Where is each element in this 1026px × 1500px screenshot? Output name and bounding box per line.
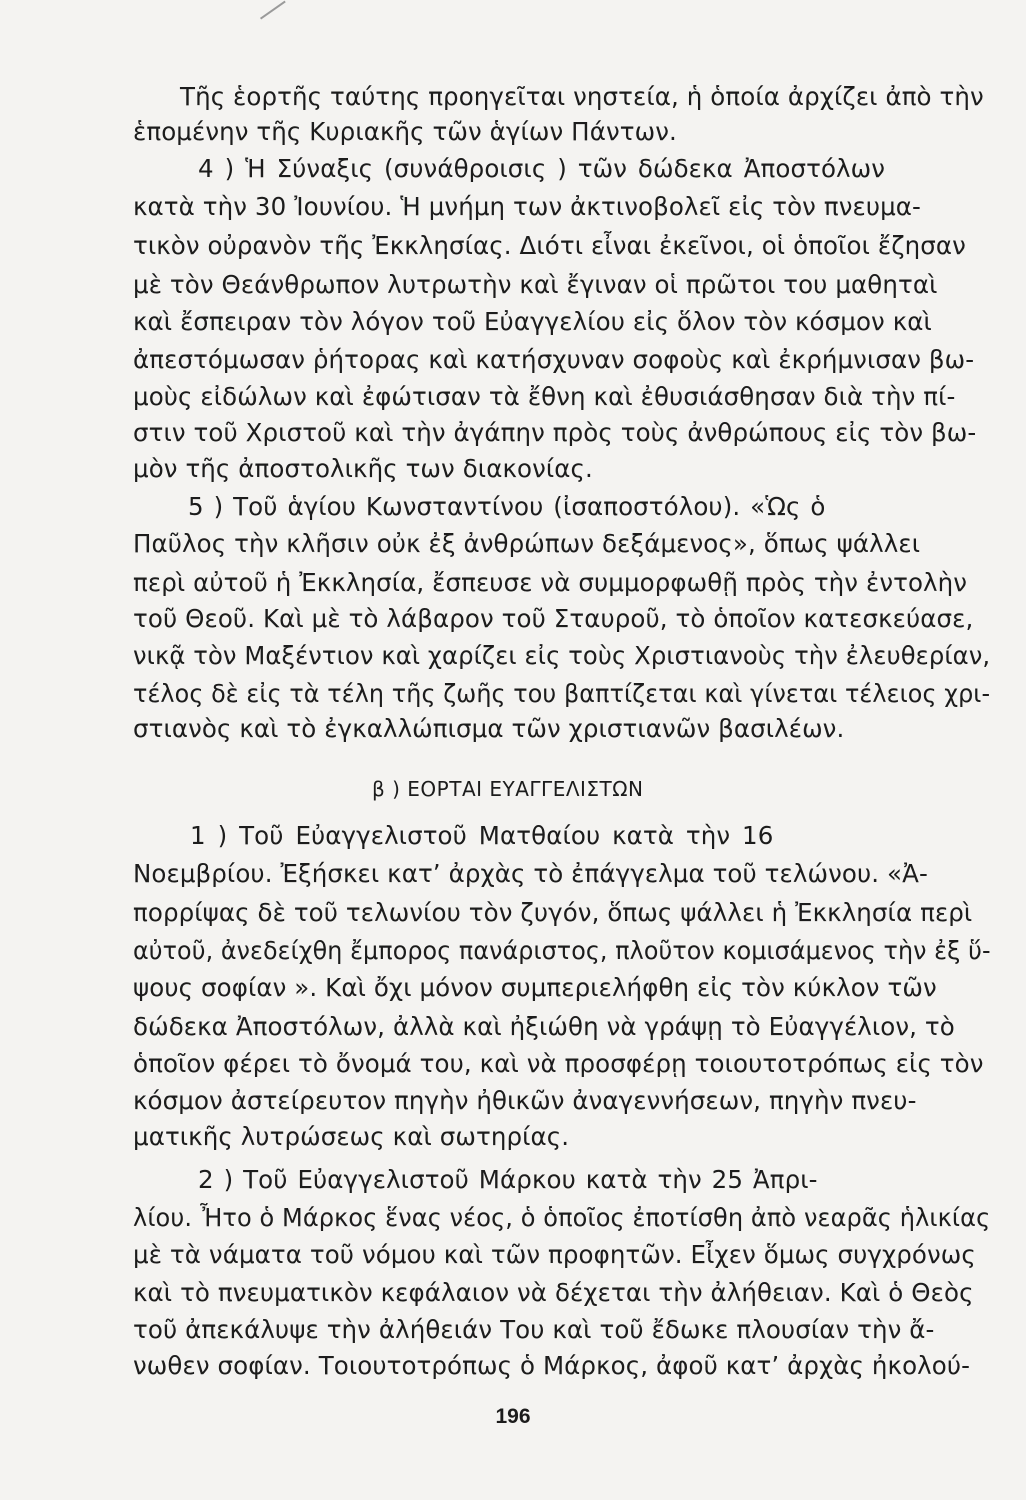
text-line: ἑπομένην τῆς Κυριακῆς τῶν ἁγίων Πάντων. <box>133 117 677 146</box>
section-heading-matthew: 1 ) Τοῦ Εὐαγγελιστοῦ Ματθαίου κατὰ τὴν 16 <box>190 821 774 850</box>
text-line: ματικῆς λυτρώσεως καὶ σωτηρίας. <box>133 1122 570 1151</box>
page-number: 196 <box>495 1405 531 1428</box>
text-line: καὶ ἔσπειραν τὸν λόγον τοῦ Εὐαγγελίου εἰς ὅλον τὸν κόσμον καὶ <box>133 307 932 336</box>
text-line: Παῦλος τὴν κλῆσιν οὐκ ἐξ ἀνθρώπων δεξάμενος», ὅπως ψάλλει <box>133 529 921 558</box>
text-line: αὐτοῦ, ἀνεδείχθη ἔμπορος πανάριστος, πλοῦτον κομισάμενος τὴν ἐξ ὕ- <box>133 936 991 965</box>
text-line: καὶ τὸ πνευματικὸν κεφάλαιον νὰ δέχεται τὴν ἀλήθειαν. Καὶ ὁ Θεὸς <box>133 1278 974 1307</box>
text-line: νικᾷ τὸν Μαξέντιον καὶ χαρίζει εἰς τοὺς Χριστιανοὺς τὴν ἐλευθερίαν, <box>133 641 991 670</box>
text-line: μὸν τῆς ἀποστολικῆς των διακονίας. <box>133 454 593 483</box>
text-line: λίου. Ἦτο ὁ Μάρκος ἕνας νέος, ὁ ὁποῖος ἐποτίσθη ἀπὸ νεαρᾶς ἡλικίας <box>133 1203 991 1232</box>
text-line: μὲ τὰ νάματα τοῦ νόμου καὶ τῶν προφητῶν. Εἶχεν ὅμως συγχρόνως <box>133 1240 976 1269</box>
text-line: νωθεν σοφίαν. Τοιουτοτρόπως ὁ Μάρκος, ἀφοῦ κατ’ ἀρχὰς ἠκολού- <box>133 1351 971 1380</box>
text-line: τοῦ ἀπεκάλυψε τὴν ἀλήθειάν Του καὶ τοῦ ἔδωκε πλουσίαν τὴν ἄ- <box>133 1315 935 1344</box>
text-line: κόσμον ἀστείρευτον πηγὴν ἠθικῶν ἀναγεννήσεων, πηγὴν πνευ- <box>133 1086 917 1115</box>
text-line: περὶ αὐτοῦ ἡ Ἐκκλησία, ἔσπευσε νὰ συμμορφωθῇ πρὸς τὴν ἐντολὴν <box>133 568 968 597</box>
text-line: Τῆς ἑορτῆς ταύτης προηγεῖται νηστεία, ἡ ὁποία ἀρχίζει ἀπὸ τὴν <box>180 82 984 111</box>
text-line: μοὺς εἰδώλων καὶ ἐφώτισαν τὰ ἔθνη καὶ ἐθυσιάσθησαν διὰ τὴν πί- <box>133 382 956 411</box>
text-line: στιανὸς καὶ τὸ ἐγκαλλώπισμα τῶν χριστιανῶν βασιλέων. <box>133 714 845 743</box>
text-line: κατὰ τὴν 30 Ἰουνίου. Ἡ μνήμη των ἀκτινοβολεῖ εἰς τὸν πνευμα- <box>133 192 921 221</box>
text-line: μὲ τὸν Θεάνθρωπον λυτρωτὴν καὶ ἔγιναν οἱ πρῶτοι του μαθηταὶ <box>133 270 938 299</box>
pencil-mark <box>254 0 285 20</box>
section-title-evangelists: β ) ΕΟΡΤΑΙ ΕΥΑΓΓΕΛΙΣΤΩΝ <box>372 777 644 801</box>
section-heading-apostles: 4 ) Ἡ Σύναξις (συνάθροισις ) τῶν δώδεκα Ἀποστόλων <box>198 154 886 183</box>
text-line: τοῦ Θεοῦ. Καὶ μὲ τὸ λάβαρον τοῦ Σταυροῦ, τὸ ὁποῖον κατεσκεύασε, <box>133 604 974 633</box>
text-line: ἀπεστόμωσαν ῥήτορας καὶ κατήσχυναν σοφοὺς καὶ ἐκρήμνισαν βω- <box>133 345 975 374</box>
text-line: Νοεμβρίου. Ἐξήσκει κατ’ ἀρχὰς τὸ ἐπάγγελμα τοῦ τελώνου. «Ἀ- <box>133 859 928 888</box>
text-line: ψους σοφίαν ». Καὶ ὄχι μόνον συμπεριελήφθη εἰς τὸν κύκλον τῶν <box>133 973 937 1002</box>
text-line: δώδεκα Ἀποστόλων, ἀλλὰ καὶ ἠξιώθη νὰ γράψῃ τὸ Εὐαγγέλιον, τὸ <box>133 1012 955 1041</box>
text-line: ὁποῖον φέρει τὸ ὄνομά του, καὶ νὰ προσφέρῃ τοιουτοτρόπως εἰς τὸν <box>133 1049 984 1078</box>
section-heading-constantine: 5 ) Τοῦ ἁγίου Κωνσταντίνου (ἰσαποστόλου). «Ὡς ὁ <box>188 492 826 521</box>
section-heading-mark: 2 ) Τοῦ Εὐαγγελιστοῦ Μάρκου κατὰ τὴν 25 Ἀπρι- <box>198 1165 818 1194</box>
text-line: τέλος δὲ εἰς τὰ τέλη τῆς ζωῆς του βαπτίζεται καὶ γίνεται τέλειος χρι- <box>133 679 991 708</box>
text-line: τικὸν οὐρανὸν τῆς Ἐκκλησίας. Διότι εἶναι ἐκεῖνοι, οἱ ὁποῖοι ἔζησαν <box>133 231 966 260</box>
text-line: στιν τοῦ Χριστοῦ καὶ τὴν ἀγάπην πρὸς τοὺς ἀνθρώπους εἰς τὸν βω- <box>133 418 977 447</box>
text-line: πορρίψας δὲ τοῦ τελωνίου τὸν ζυγόν, ὅπως ψάλλει ἡ Ἐκκλησία περὶ <box>133 898 973 927</box>
